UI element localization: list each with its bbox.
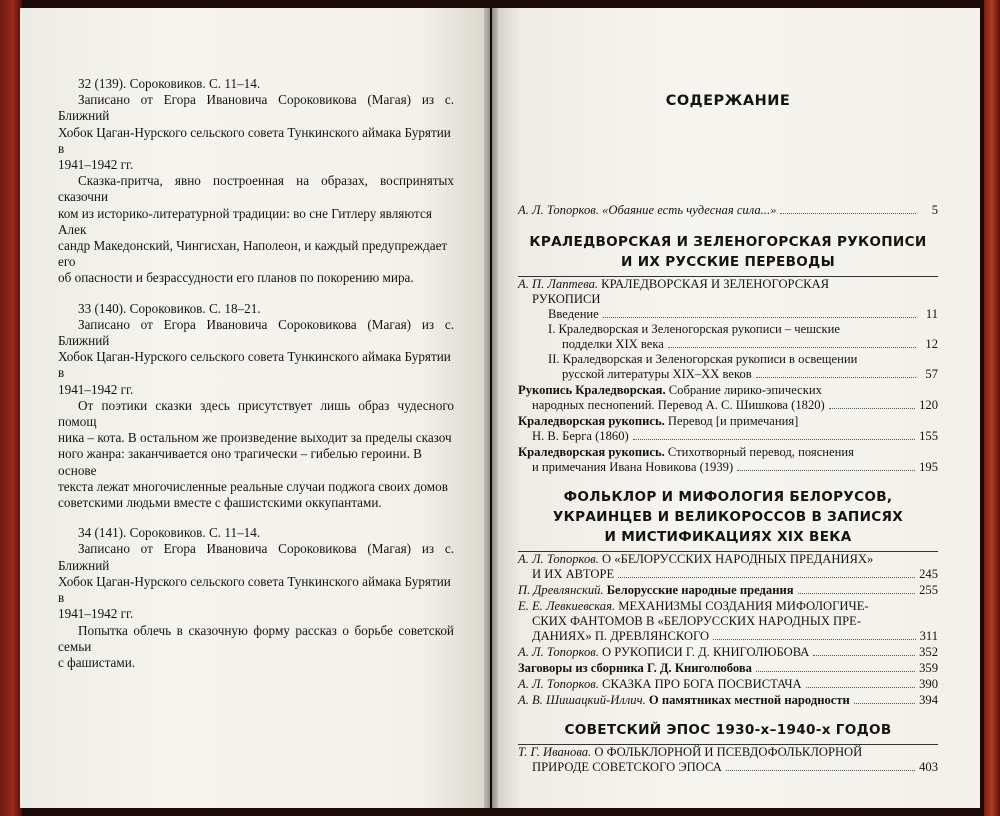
toc-section-heading (518, 232, 938, 272)
toc-entry-line (518, 614, 938, 629)
toc-entry-line (518, 629, 938, 644)
note-line: Записано от Егора Ивановича Сороковикова (Магая) из с. Ближний (58, 92, 454, 124)
note-line: Хобок Цаган-Нурского сельского совета Тункинского аймака Бурятии в (58, 573, 451, 606)
note-comment-line: об опасности и безрассудности его планов по покорению мира. (58, 270, 414, 286)
note-entry (58, 301, 454, 512)
toc-entry-text (532, 429, 629, 444)
toc-section-heading (518, 487, 938, 547)
toc-entry-bold: Рукопись Краледворская. (518, 383, 666, 397)
toc-page-number: 403 (919, 760, 938, 774)
toc-entry-text (532, 614, 861, 628)
note-line: Хобок Цаган-Нурского сельского совета Тункинского аймака Бурятии в (58, 124, 451, 156)
note-comment-line: Попытка облечь в сказочную форму рассказ о борьбе советской семьи (58, 622, 454, 654)
note-comment-line: сандр Македонский, Чингисхан, Наполеон, и каждый предупреждает его (58, 238, 448, 270)
toc-entry-title: СКАЗКА ПРО БОГА ПОСВИСТАЧА (602, 677, 802, 691)
toc-entry-title: СКИХ ФАНТОМОВ В «БЕЛОРУССКИХ НАРОДНЫХ ПРЕ- (532, 614, 862, 628)
toc-entry-text (548, 322, 840, 336)
toc-author: А. Л. Топорков. (518, 552, 599, 566)
toc-author: Е. Е. Левкиевская. (518, 599, 616, 613)
toc-entry-line (518, 760, 938, 775)
toc-page-number: 245 (919, 567, 938, 581)
toc-entry-line (518, 745, 938, 760)
toc-entry[interactable] (518, 414, 938, 444)
note-line: 1941–1942 гг. (58, 381, 134, 397)
toc-leader (806, 687, 915, 688)
toc-entry-text (518, 552, 873, 566)
note-comment-line: ком из историко-литературной традиции: во сне Гитлеру являются Алек (58, 205, 432, 237)
toc-entry-line (518, 677, 938, 692)
toc-entry-text (532, 292, 600, 307)
note-comment-line: текста лежат многочисленные реальные случаи поджога своих домов (58, 478, 448, 494)
toc-sections (518, 232, 938, 775)
toc-entry-line (518, 445, 938, 460)
toc-entry-text (518, 661, 752, 676)
toc-author: Т. Г. Иванова. (518, 745, 592, 759)
toc-entry-line (518, 383, 938, 398)
note-line: 1941–1942 гг. (58, 157, 134, 173)
toc-entry-text (532, 398, 825, 413)
toc-entry-line (518, 429, 938, 444)
toc-entry-text (548, 307, 599, 322)
toc-entry-title: народных песнопений. Перевод А. С. Шишкова (1820) (532, 398, 825, 412)
toc-entry[interactable] (518, 322, 938, 352)
toc-page-number: 155 (919, 429, 938, 443)
toc-page-number: 255 (919, 583, 938, 597)
toc-author: А. Л. Топорков. (518, 203, 599, 217)
toc-page-number: 359 (919, 661, 938, 675)
toc-entry-title: И ИХ АВТОРЕ (532, 567, 615, 581)
toc-entry[interactable] (518, 677, 938, 692)
toc-entry-title: ПРИРОДЕ СОВЕТСКОГО ЭПОСА (532, 760, 722, 774)
toc-entry-line (548, 352, 938, 367)
toc-entry[interactable] (518, 445, 938, 475)
toc-entry-title: русской литературы XIX–XX веков (562, 367, 752, 381)
toc-entry-text (532, 629, 709, 644)
toc-leader (780, 213, 916, 214)
toc-entry-line (518, 583, 938, 598)
toc-entry-line (518, 460, 938, 475)
toc-entry-line (518, 599, 938, 614)
note-heading: 33 (140). Сороковиков. С. 18–21. (78, 300, 261, 316)
toc-leader (726, 770, 915, 771)
toc-entry[interactable] (518, 383, 938, 413)
note-line: 1941–1942 гг. (58, 606, 134, 622)
toc-entry-line (548, 337, 938, 352)
toc-entry[interactable] (518, 352, 938, 382)
toc-entry-title: II. Краледворская и Зеленогорская рукописи в освещении (548, 352, 858, 366)
toc-leader (618, 577, 915, 578)
toc-entry-line (518, 277, 938, 292)
toc-page-number: 5 (931, 203, 938, 217)
toc-entry[interactable] (518, 693, 938, 708)
note-comment-line: Сказка-притча, явно построенная на образах, воспринятых сказочни (58, 173, 454, 205)
toc-page-number: 394 (919, 693, 938, 707)
note-entry (58, 525, 454, 671)
toc-page-number: 57 (925, 367, 938, 381)
toc-entry-title: ДАНИЯХ» П. ДРЕВЛЯНСКОГО (532, 629, 710, 643)
toc-leader (798, 593, 916, 594)
toc-leader (603, 317, 916, 318)
toc-entry-text (518, 414, 798, 428)
toc-section (518, 232, 938, 475)
note-entry (58, 76, 454, 287)
toc-entry-title: подделки XIX века (562, 337, 664, 351)
toc-page-number: 12 (925, 337, 938, 351)
toc-entry-text (518, 599, 869, 613)
toc-entry-text (562, 337, 664, 352)
toc-entry-title: О РУКОПИСИ Г. Д. КНИГОЛЮБОВА (602, 645, 810, 659)
toc-author: А. Л. Топорков. (518, 677, 599, 691)
toc-entry-line (518, 552, 938, 567)
toc-page-number: 352 (919, 645, 938, 659)
toc-entry-text (562, 367, 752, 382)
section-heading-line: И МИСТИФИКАЦИЯХ XIX ВЕКА (604, 529, 852, 545)
toc-entry-text (532, 567, 614, 582)
toc-title: СОДЕРЖАНИЕ (665, 93, 791, 109)
toc-page-number: 195 (919, 460, 938, 474)
toc-entry[interactable] (518, 552, 938, 582)
toc-entry-text (518, 445, 854, 459)
toc-entry-bold: Белорусские народные предания (606, 583, 794, 597)
toc-leader (713, 639, 915, 640)
note-comment-line: ника – кота. В остальном же произведение выходит за пределы сказоч (58, 430, 452, 446)
section-heading-line: УКРАИНЦЕВ И ВЕЛИКОРОССОВ В ЗАПИСЯХ (552, 509, 904, 525)
toc-entry-text (518, 645, 809, 660)
toc-entry-text (532, 460, 733, 475)
toc-entry-bold: О памятниках местной народности (648, 693, 850, 707)
toc-entry-text (518, 745, 862, 759)
toc-page-number: 11 (925, 307, 938, 321)
toc-entry-text (532, 760, 722, 775)
toc-entry-text (518, 277, 829, 291)
toc-entry-title: КРАЛЕДВОРСКАЯ И ЗЕЛЕНОГОРСКАЯ (601, 277, 829, 291)
toc-leader (756, 671, 915, 672)
toc-entry-text (518, 383, 822, 397)
toc-entry-bold: Краледворская рукопись. (518, 414, 665, 428)
toc-entry-title: I. Краледворская и Зеленогорская рукописи – чешские (548, 322, 840, 336)
toc-entry[interactable] (518, 661, 938, 676)
toc-entry[interactable] (518, 277, 938, 307)
note-line: Записано от Егора Ивановича Сороковикова (Магая) из с. Ближний (58, 316, 454, 349)
note-comment-line: От поэтики сказки здесь присутствует лишь образ чудесного помощ (58, 397, 454, 430)
toc-entry-line (548, 367, 938, 382)
toc-section (518, 720, 938, 775)
toc-entry-line (518, 693, 938, 708)
toc-entry-line (518, 661, 938, 676)
toc-leader (813, 655, 915, 656)
toc-leader (756, 377, 916, 378)
toc-entry-title: Перевод [и примечания] (667, 414, 799, 428)
toc-entry-bold: Краледворская рукопись. (518, 445, 665, 459)
toc-leader (633, 439, 915, 440)
toc-author: А. В. Шишацкий-Иллич. (518, 693, 646, 707)
note-line: Хобок Цаган-Нурского сельского совета Тункинского аймака Бурятии в (58, 349, 451, 381)
toc-entry-title: О ФОЛЬКЛОРНОЙ И ПСЕВДОФОЛЬКЛОРНОЙ (594, 745, 863, 759)
book-cover-edge-right (984, 0, 1000, 816)
note-comment-line: с фашистами. (58, 654, 136, 670)
toc-entry[interactable] (518, 745, 938, 775)
book-cover-edge-left (0, 0, 22, 816)
toc-leader (737, 470, 915, 471)
note-heading: 34 (141). Сороковиков. С. 11–14. (78, 525, 261, 541)
toc-entry-text (518, 693, 850, 708)
note-comment-line: советскими людьми вместе с фашистскими оккупантами. (58, 495, 382, 511)
note-comment-line: ного жанра: заканчивается оно трагически – гибелью героини. В основе (58, 446, 422, 478)
toc-entry-title: РУКОПИСИ (532, 292, 601, 306)
toc-entry[interactable] (518, 307, 938, 322)
note-heading: 32 (139). Сороковиков. С. 11–14. (78, 76, 261, 91)
book-gutter (484, 8, 498, 808)
toc-page-number: 120 (919, 398, 938, 412)
toc-entry[interactable] (518, 599, 938, 644)
toc-entry-line (518, 292, 938, 307)
section-heading-line: СОВЕТСКИЙ ЭПОС 1930-х–1940-х ГОДОВ (564, 722, 892, 738)
section-heading-line: ФОЛЬКЛОР И МИФОЛОГИЯ БЕЛОРУСОВ, (563, 489, 893, 505)
toc-page-number: 390 (919, 677, 938, 691)
toc-entry-text (518, 583, 794, 598)
toc-entry-bold: Заговоры из сборника Г. Д. Книголюбова (518, 661, 752, 675)
toc-entry[interactable] (518, 583, 938, 598)
toc-entry-title: Н. В. Берга (1860) (532, 429, 629, 443)
table-of-contents (518, 60, 938, 775)
toc-entry-line (548, 322, 938, 337)
toc-entry-title: и примечания Ивана Новикова (1939) (532, 460, 734, 474)
toc-author: А. П. Лаптева. (518, 277, 599, 291)
toc-section-heading (518, 720, 938, 740)
toc-entry-title: «Обаяние есть чудесная сила...» (602, 203, 777, 217)
toc-entry-line (518, 645, 938, 660)
toc-entry-line (518, 414, 938, 429)
toc-entry[interactable] (518, 645, 938, 660)
toc-entry-intro[interactable] (518, 203, 938, 218)
toc-page-number: 311 (919, 629, 938, 643)
toc-entry-title: Собрание лирико-эпических (668, 383, 822, 397)
toc-entry-text (548, 352, 857, 366)
toc-entry-title: Введение (548, 307, 599, 321)
section-heading-line: И ИХ РУССКИЕ ПЕРЕВОДЫ (621, 254, 835, 270)
toc-leader (854, 703, 915, 704)
toc-author: П. Древлянский. (518, 583, 604, 597)
note-line: Записано от Егора Ивановича Сороковикова (Магая) из с. Ближний (58, 541, 454, 573)
left-page-notes (58, 76, 454, 685)
toc-leader (668, 347, 916, 348)
toc-entry-text (518, 677, 802, 692)
toc-leader (829, 408, 915, 409)
toc-entry-line (518, 567, 938, 582)
toc-section (518, 487, 938, 708)
toc-author: А. Л. Топорков. (518, 645, 599, 659)
section-heading-line: КРАЛЕДВОРСКАЯ И ЗЕЛЕНОГОРСКАЯ РУКОПИСИ (529, 234, 927, 250)
toc-entry-title: О «БЕЛОРУССКИХ НАРОДНЫХ ПРЕДАНИЯХ» (602, 552, 874, 566)
toc-entry-title: Стихотворный перевод, пояснения (667, 445, 854, 459)
toc-entry-title: МЕХАНИЗМЫ СОЗДАНИЯ МИФОЛОГИЧЕ- (618, 599, 869, 613)
toc-entry-line (518, 398, 938, 413)
toc-entry-line (548, 307, 938, 322)
